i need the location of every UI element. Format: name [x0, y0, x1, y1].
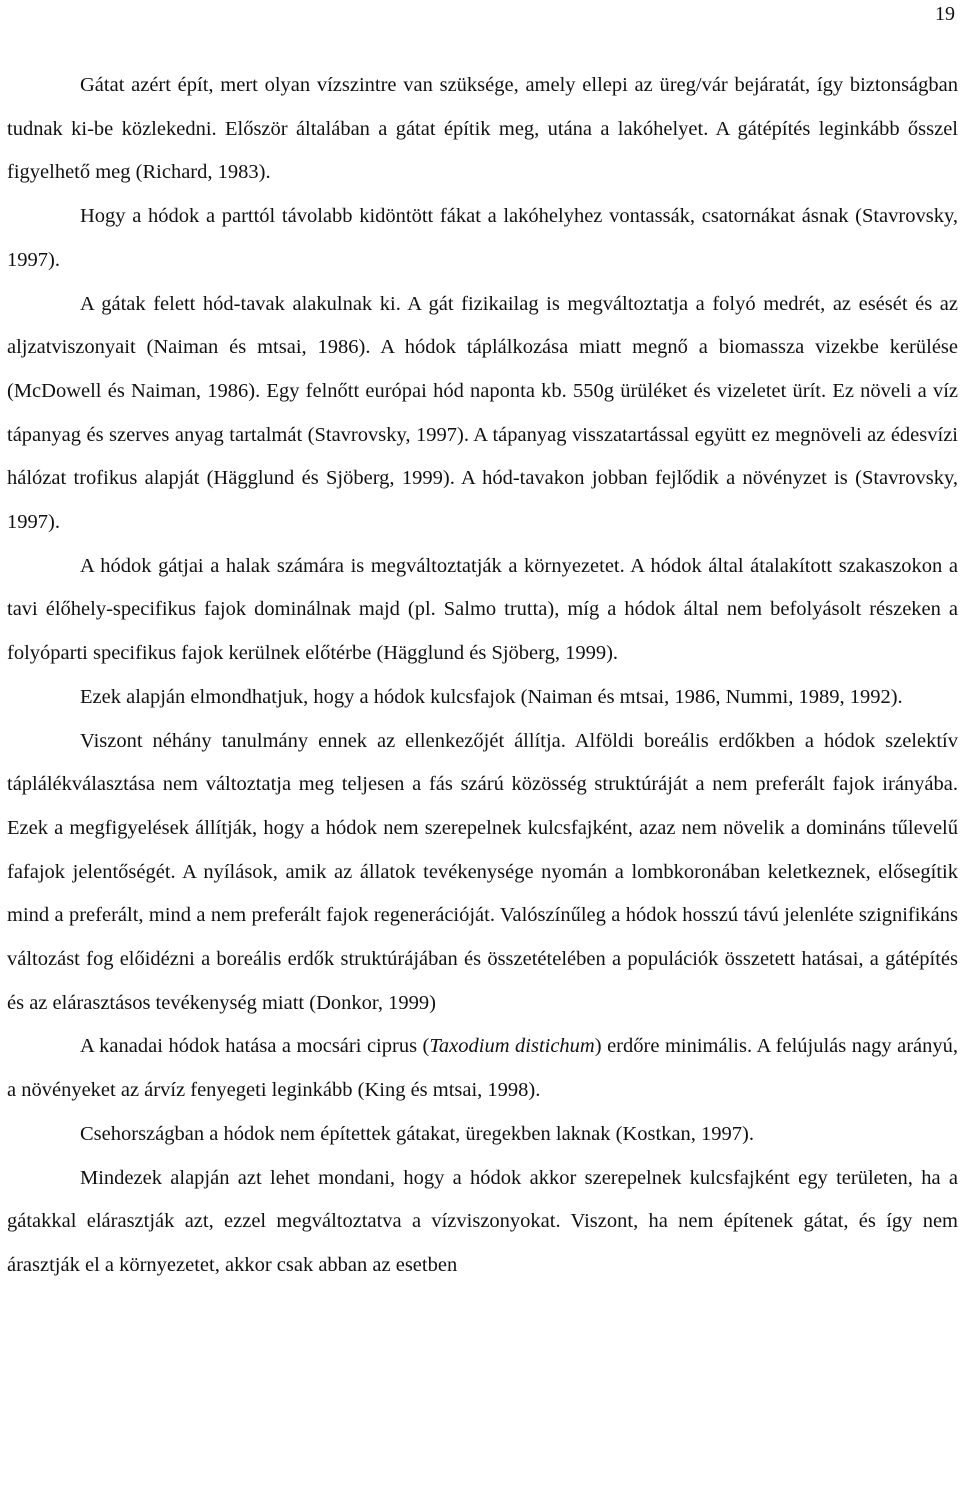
- paragraph-8: Csehországban a hódok nem építettek gátakat, üregekben laknak (Kostkan, 1997).: [80, 1122, 755, 1145]
- paragraph-7-before: A kanadai hódok hatása a mocsári ciprus (: [80, 1035, 430, 1058]
- paragraph-4: A hódok gátjai a halak számára is megváltoztatják a környezetet. A hódok által átalakított szakaszokon a tavi élőhely-specifikus fajok dominálnak majd (pl. Salmo trutta), míg a hódok által nem befolyásolt részeken a folyóparti specifikus fajok kerülnek előtérbe (Hägglund és Sjöberg, 1999).: [7, 554, 958, 665]
- paragraph-1: Gátat azért épít, mert olyan vízszintre van szüksége, amely ellepi az üreg/vár bejáratát, így biztonságban tudnak ki-be közlekedni. Először általában a gátat építik meg, utána a lakóhelyet. A gátépítés leginkább ősszel figyelhető meg (Richard, 1983).: [7, 74, 958, 184]
- page-number: 19: [935, 3, 955, 25]
- species-name-italic: Taxodium distichum: [429, 1035, 595, 1058]
- paragraph-5: Ezek alapján elmondhatjuk, hogy a hódok kulcsfajok (Naiman és mtsai, 1986, Nummi, 1989, 1992).: [80, 685, 903, 708]
- paragraph-7-after: ) erdőre minimális. A felújulás nagy arányú, a növényeket az árvíz fenyegeti leginkább (King és mtsai, 1998).: [7, 1035, 958, 1102]
- paragraph-2: Hogy a hódok a parttól távolabb kidöntött fákat a lakóhelyhez vontassák, csatornákat ásnak (Stavrovsky, 1997).: [7, 205, 958, 271]
- paragraph-7: [7, 1025, 958, 1112]
- body-text: [7, 64, 958, 1288]
- paragraph-9: Mindezek alapján azt lehet mondani, hogy a hódok akkor szerepelnek kulcsfajként egy területen, ha a gátakkal elárasztják azt, ezzel megváltoztatva a vízviszonyokat. Viszont, ha nem építenek gátat, és így nem árasztják el a környezetet, akkor csak abban az esetben: [7, 1166, 958, 1276]
- paragraph-6: Viszont néhány tanulmány ennek az ellenkezőjét állítja. Alföldi boreális erdőkben a hódok szelektív táplálékválasztása nem változtatja meg teljesen a fás szárú közösség struktúráját a nem preferált fajok irányába. Ezek a megfigyelések állítják, hogy a hódok nem szerepelnek kulcsfajként, azaz nem növelik a domináns tűlevelű fafajok jelentőségét. A nyílások, amik az állatok tevékenysége nyomán a lombkoronában keletkeznek, elősegítik mind a preferált, mind a nem preferált fajok regenerációját. Valószínűleg a hódok hosszú távú jelenléte szignifikáns változást fog előidézni a boreális erdők struktúrájában és összetételében a populációk összetett hatásai, a gátépítés és az elárasztásos tevékenység miatt (Donkor, 1999): [7, 729, 958, 1014]
- paragraph-3: A gátak felett hód-tavak alakulnak ki. A gát fizikailag is megváltoztatja a folyó medrét, az esését és az aljzatviszonyait (Naiman és mtsai, 1986). A hódok táplálkozása miatt megnő a biomassza vizekbe kerülése (McDowell és Naiman, 1986). Egy felnőtt európai hód naponta kb. 550g ürüléket és vizeletet ürít. Ez növeli a víz tápanyag és szerves anyag tartalmát (Stavrovsky, 1997). A tápanyag visszatartással együtt ez megnöveli az édesvízi hálózat trofikus alapját (Hägglund és Sjöberg, 1999). A hód-tavakon jobban fejlődik a növényzet is (Stavrovsky, 1997).: [7, 292, 958, 534]
